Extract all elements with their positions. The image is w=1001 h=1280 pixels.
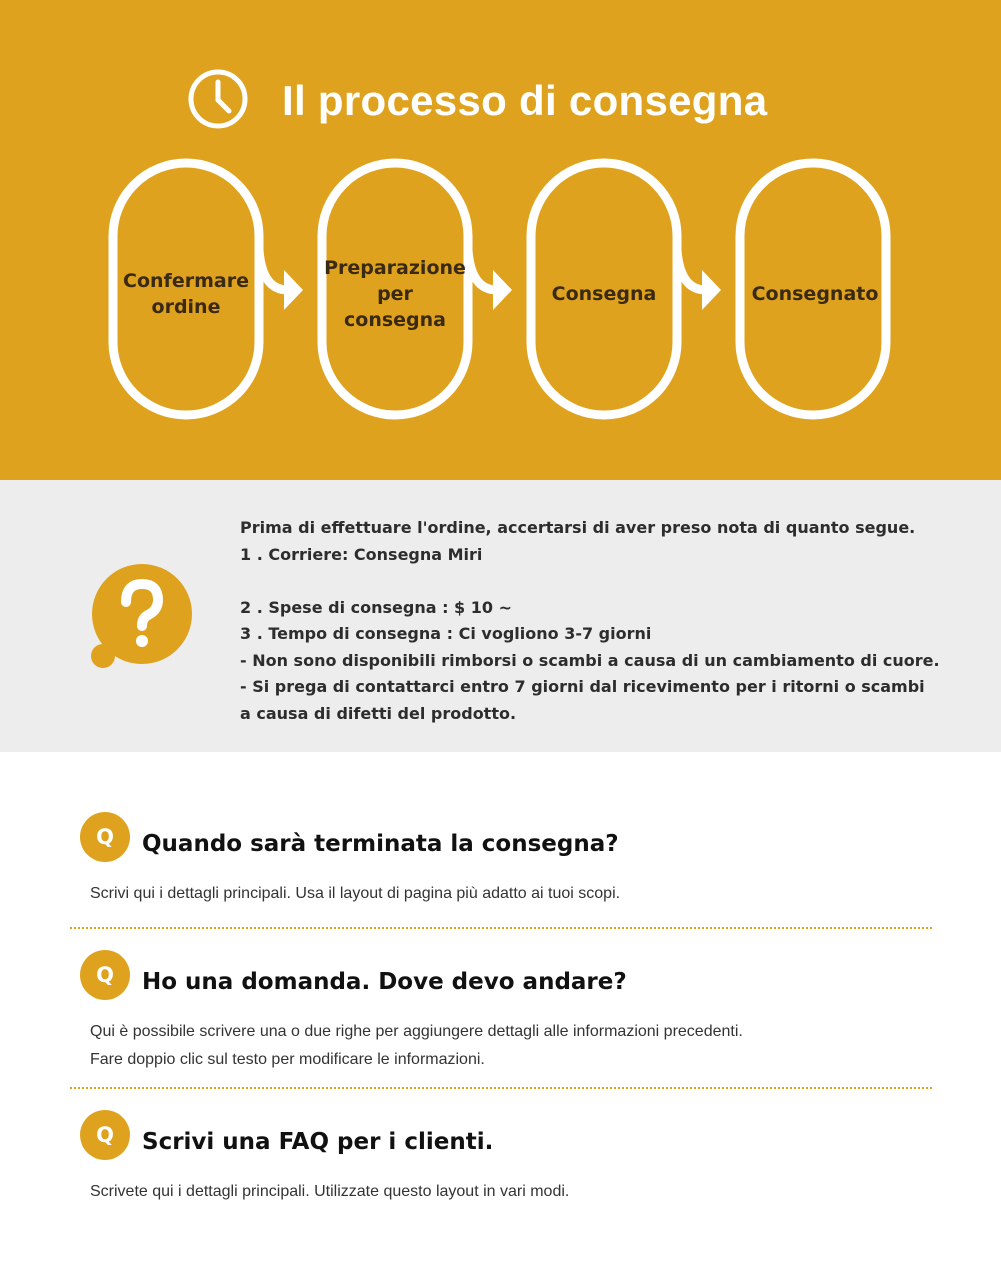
step-1-label <box>108 268 264 320</box>
notice-line <box>240 568 980 595</box>
step-1-line: ordine <box>151 296 221 318</box>
faq-answer-line: Fare doppio clic sul testo per modificare le informazioni. <box>90 1051 485 1068</box>
notice-line: 1 . Corriere: Consegna Miri <box>240 544 483 564</box>
notice-line: Prima di effettuare l'ordine, accertarsi di aver preso nota di quanto segue. <box>240 518 916 537</box>
faq-question[interactable]: Quando sarà terminata la consegna? <box>142 831 619 857</box>
step-4-label <box>737 281 893 307</box>
arrow-1-head <box>284 270 303 310</box>
step-2-line: Preparazione <box>324 257 466 279</box>
step-4-line: Consegnato <box>751 283 879 305</box>
notice-line: 2 . Spese di consegna : $ 10 ~ <box>240 597 512 617</box>
dotted-divider <box>70 1087 932 1089</box>
faq-answer <box>90 880 940 908</box>
question-bubble-icon <box>88 562 198 678</box>
step-2-label <box>317 255 473 333</box>
faq-question[interactable]: Ho una domanda. Dove devo andare? <box>142 969 627 995</box>
faq-answer-line: Qui è possibile scrivere una o due righe per aggiungere dettagli alle informazioni precedenti. <box>90 1023 743 1040</box>
q-badge-icon: Q <box>80 1110 130 1160</box>
notice-line: - Si prega di contattarci entro 7 giorni dal ricevimento per i ritorni o scambi <box>240 677 925 696</box>
arrow-3-head <box>702 270 721 310</box>
faq-item <box>80 812 940 908</box>
step-3-line: Consegna <box>551 283 657 305</box>
faq-answer-line: Scrivete qui i dettagli principali. Utilizzate questo layout in vari modi. <box>90 1183 570 1200</box>
arrow-2-head <box>493 270 512 310</box>
faq-item <box>80 950 940 1074</box>
step-2-line: per <box>377 283 413 305</box>
faq-answer-line: Scrivi qui i dettagli principali. Usa il layout di pagina più adatto ai tuoi scopi. <box>90 885 621 902</box>
q-badge-icon: Q <box>80 812 130 862</box>
process-header-section <box>0 0 1001 480</box>
faq-answer <box>90 1018 940 1074</box>
faq-item <box>80 1110 940 1206</box>
step-2-line: consegna <box>344 309 446 331</box>
q-badge-icon: Q <box>80 950 130 1000</box>
notice-text <box>240 515 980 727</box>
notice-line: - Non sono disponibili rimborsi o scambi a causa di un cambiamento di cuore. <box>240 650 940 670</box>
dotted-divider <box>70 927 932 929</box>
faq-question-row[interactable] <box>80 812 940 862</box>
faq-question-row[interactable] <box>80 1110 940 1160</box>
step-1-line: Confermare <box>123 270 249 292</box>
faq-question-row[interactable] <box>80 950 940 1000</box>
faq-question[interactable]: Scrivi una FAQ per i clienti. <box>142 1129 494 1155</box>
step-3-label <box>526 281 682 307</box>
page-title: Il processo di consegna <box>282 77 768 124</box>
notice-line: 3 . Tempo di consegna : Ci vogliono 3-7 giorni <box>240 624 652 643</box>
process-flow-diagram <box>0 0 1001 480</box>
faq-answer <box>90 1178 940 1206</box>
notice-line: a causa di difetti del prodotto. <box>240 703 517 723</box>
